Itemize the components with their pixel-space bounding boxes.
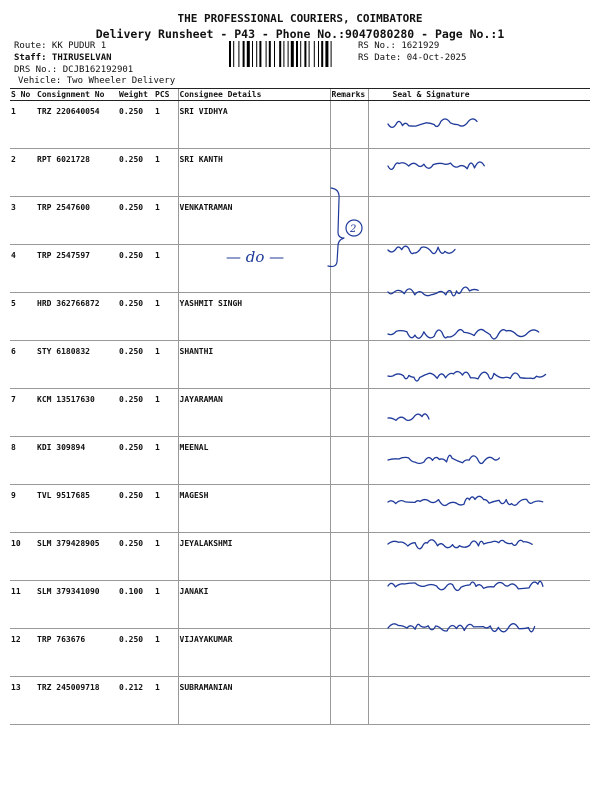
signature-scribble: [388, 329, 539, 339]
row-pcs: 1: [154, 101, 178, 149]
col-header-consignee: Consignee Details: [178, 89, 330, 101]
signature-scribble: [388, 119, 477, 127]
row-consignment-number: KCM 13517630: [36, 389, 118, 437]
row-consignee: JEYALAKSHMI: [178, 533, 330, 581]
row-weight: 0.100: [118, 581, 154, 629]
row-consignee: SUBRAMANIAN: [178, 677, 330, 725]
row-consignment-number: TRP 2547597: [36, 245, 118, 293]
drs-number: DRS No.: DCJB162192901: [14, 65, 134, 75]
row-weight: 0.250: [118, 533, 154, 581]
row-consignment-number: TRZ 220640054: [36, 101, 118, 149]
col-header-consignment: Consignment No: [36, 89, 118, 101]
row-pcs: 1: [154, 389, 178, 437]
signature-scribble: [388, 287, 478, 296]
row-weight: 0.250: [118, 629, 154, 677]
row-pcs: 1: [154, 629, 178, 677]
row-consignment-number: TRP 2547600: [36, 197, 118, 245]
row-consignment-number: HRD 362766872: [36, 293, 118, 341]
row-consignment-number: SLM 379341090: [36, 581, 118, 629]
row-consignment-number: STY 6180832: [36, 341, 118, 389]
col-header-signature: Seal & Signature: [368, 89, 590, 101]
row-consignment-number: KDI 309894: [36, 437, 118, 485]
row-consignee: SRI KANTH: [178, 149, 330, 197]
signature-scribble: [388, 246, 455, 253]
row-sno: 3: [10, 197, 36, 245]
vehicle-line: Vehicle: Two Wheeler Delivery: [18, 76, 176, 86]
company-title: THE PROFESSIONAL COURIERS, COIMBATORE: [177, 12, 423, 25]
row-consignee: JANAKI: [178, 581, 330, 629]
row-pcs: 1: [154, 581, 178, 629]
row-pcs: 1: [154, 485, 178, 533]
row-consignee: MEENAL: [178, 437, 330, 485]
row-consignee: SHANTHI: [178, 341, 330, 389]
row-weight: 0.250: [118, 197, 154, 245]
row-sno: 8: [10, 437, 36, 485]
col-header-weight: Weight: [118, 89, 154, 101]
signature-scribble: [388, 581, 543, 590]
ditto-bracket: [328, 188, 362, 267]
signature-scribble: [388, 624, 535, 632]
row-sno: 10: [10, 533, 36, 581]
row-sno: 4: [10, 245, 36, 293]
row-consignment-number: TRP 763676: [36, 629, 118, 677]
row-sno: 12: [10, 629, 36, 677]
row-weight: 0.212: [118, 677, 154, 725]
signature-scribble: [388, 372, 546, 381]
bracket-count-note: 2: [350, 224, 357, 235]
col-header-pcs: PCS: [154, 89, 178, 101]
row-pcs: 1: [154, 293, 178, 341]
row-consignee: YASHMIT SINGH: [178, 293, 330, 341]
row-consignee: SRI VIDHYA: [178, 101, 330, 149]
row-weight: 0.250: [118, 293, 154, 341]
staff-line: Staff: THIRUSELVAN: [14, 53, 112, 63]
row-consignment-number: TVL 9517685: [36, 485, 118, 533]
row-pcs: 1: [154, 437, 178, 485]
runsheet-subtitle: Delivery Runsheet - P43 - Phone No.:9047080280 - Page No.:1: [95, 27, 505, 41]
row-consignment-number: TRZ 245009718: [36, 677, 118, 725]
signature-scribble: [388, 414, 429, 420]
signature-scribble: [388, 162, 484, 169]
row-pcs: 1: [154, 149, 178, 197]
row-sno: 7: [10, 389, 36, 437]
row-consignment-number: SLM 379428905: [36, 533, 118, 581]
row-sno: 9: [10, 485, 36, 533]
row-sno: 1: [10, 101, 36, 149]
row-weight: 0.250: [118, 437, 154, 485]
row-sno: 2: [10, 149, 36, 197]
row-weight: 0.250: [118, 485, 154, 533]
row-pcs: 1: [154, 341, 178, 389]
row-consignee: VIJAYAKUMAR: [178, 629, 330, 677]
row-weight: 0.250: [118, 149, 154, 197]
row-weight: 0.250: [118, 341, 154, 389]
row-sno: 6: [10, 341, 36, 389]
row-consignee: VENKATRAMAN: [178, 197, 330, 245]
ditto-mark: — do —: [226, 248, 285, 266]
row-pcs: 1: [154, 245, 178, 293]
row-consignment-number: RPT 6021728: [36, 149, 118, 197]
row-consignee: MAGESH: [178, 485, 330, 533]
row-pcs: 1: [154, 533, 178, 581]
signature-scribble: [388, 455, 499, 463]
row-pcs: 1: [154, 677, 178, 725]
row-sno: 5: [10, 293, 36, 341]
row-consignee: JAYARAMAN: [178, 389, 330, 437]
rs-number: RS No.: 1621929: [358, 41, 440, 51]
row-weight: 0.250: [118, 101, 154, 149]
signature-scribble: [388, 496, 543, 505]
signature-scribble: [388, 540, 532, 549]
row-sno: 11: [10, 581, 36, 629]
row-weight: 0.250: [118, 389, 154, 437]
signature-strokes: [388, 119, 546, 632]
row-pcs: 1: [154, 197, 178, 245]
rs-date: RS Date: 04-Oct-2025: [358, 53, 467, 63]
row-weight: 0.250: [118, 245, 154, 293]
route-line: Route: KK PUDUR 1: [14, 41, 107, 51]
row-sno: 13: [10, 677, 36, 725]
col-header-sno: S No: [10, 89, 36, 101]
col-header-remarks: Remarks: [330, 89, 368, 101]
